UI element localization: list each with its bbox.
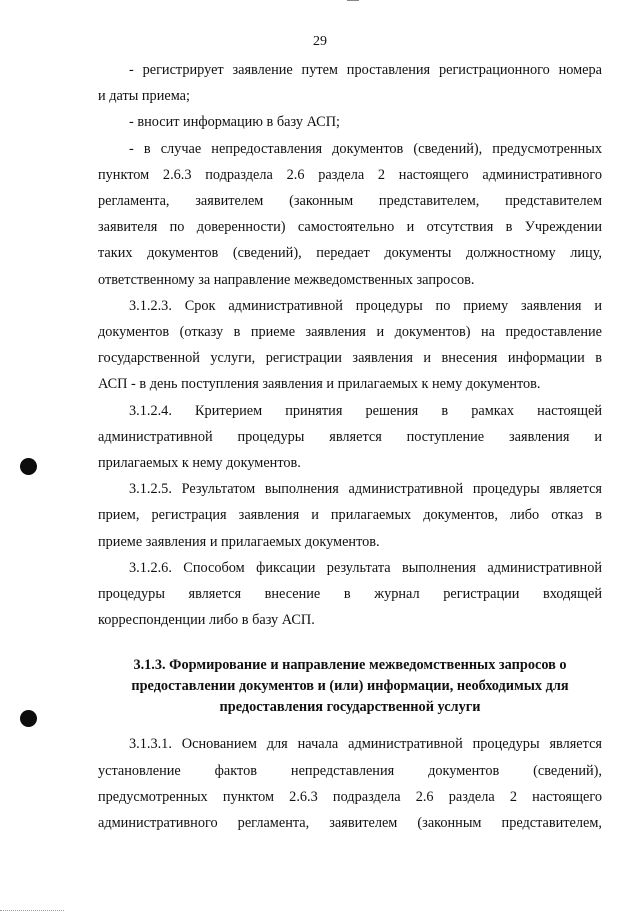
- text-line: процедуры является внесение в журнал регистрации входящей: [98, 586, 602, 603]
- text-line: предусмотренных пунктом 2.6.3 подраздела 2.6 раздела 2 настоящего: [98, 788, 602, 805]
- text-line: 3.1.2.3. Срок административной процедуры по приему заявления и: [129, 297, 602, 314]
- text-line: приеме заявления и прилагаемых документов.: [98, 533, 380, 550]
- paragraph: [98, 476, 602, 555]
- text-line: и даты приема;: [98, 88, 190, 105]
- text-line: АСП - в день поступления заявления и прилагаемых к нему документов.: [98, 376, 541, 393]
- punch-hole-lower: [20, 710, 37, 727]
- punch-hole-upper: [20, 458, 37, 475]
- text-line: установление фактов непредставления документов (сведений),: [98, 762, 602, 779]
- page-number: 29: [313, 34, 327, 49]
- section-heading: [98, 655, 602, 718]
- text-line: 3.1.2.6. Способом фиксации результата выполнения административной: [129, 559, 602, 576]
- paragraph: [98, 555, 602, 634]
- text-line: прием, регистрация заявления и прилагаемых документов, либо отказ в: [98, 507, 602, 524]
- text-line: административной процедуры является поступление заявления и: [98, 428, 602, 445]
- text-line: - в случае непредоставления документов (сведений), предусмотренных: [129, 140, 602, 157]
- text-line: 3.1.2.4. Критерием принятия решения в рамках настоящей: [129, 402, 602, 419]
- paragraph: [98, 293, 602, 398]
- heading-line: предоставления государственной услуги: [219, 699, 481, 716]
- text-line: документов (отказу в приеме заявления и документов) на предоставление: [98, 324, 602, 341]
- text-line: - регистрирует заявление путем проставления регистрационного номера: [129, 62, 602, 78]
- text-line: административного регламента, заявителем (законным представителем,: [98, 815, 602, 832]
- heading-line: 3.1.3. Формирование и направление межведомственных запросов о: [133, 657, 567, 674]
- text-line: пунктом 2.6.3 подраздела 2.6 раздела 2 настоящего административного: [98, 166, 602, 183]
- text-line: прилагаемых к нему документов.: [98, 455, 301, 472]
- text-line: ответственному за направление межведомственных запросов.: [98, 271, 475, 288]
- text-line: таких документов (сведений), передает документы должностному лицу,: [98, 245, 602, 262]
- paragraph: [98, 731, 602, 836]
- paragraph: [98, 398, 602, 477]
- text-line: 3.1.2.5. Результатом выполнения административной процедуры является: [129, 481, 602, 498]
- text-line: регламента, заявителем (законным представителем, представителем: [98, 193, 602, 210]
- paragraph: [98, 136, 602, 293]
- heading-line: предоставлении документов и (или) информации, необходимых для: [131, 678, 569, 695]
- text-line: государственной услуги, регистрации заявления и внесения информации в: [98, 350, 602, 367]
- text-line: 3.1.3.1. Основанием для начала административной процедуры является: [129, 736, 602, 753]
- text-line: заявителя по доверенности) самостоятельно и отсутствия в Учреждении: [98, 219, 602, 236]
- document-body: [98, 57, 602, 836]
- text-line: - вносит информацию в базу АСП;: [129, 114, 341, 131]
- scan-mark: [347, 0, 359, 4]
- text-line: корреспонденции либо в базу АСП.: [98, 612, 315, 629]
